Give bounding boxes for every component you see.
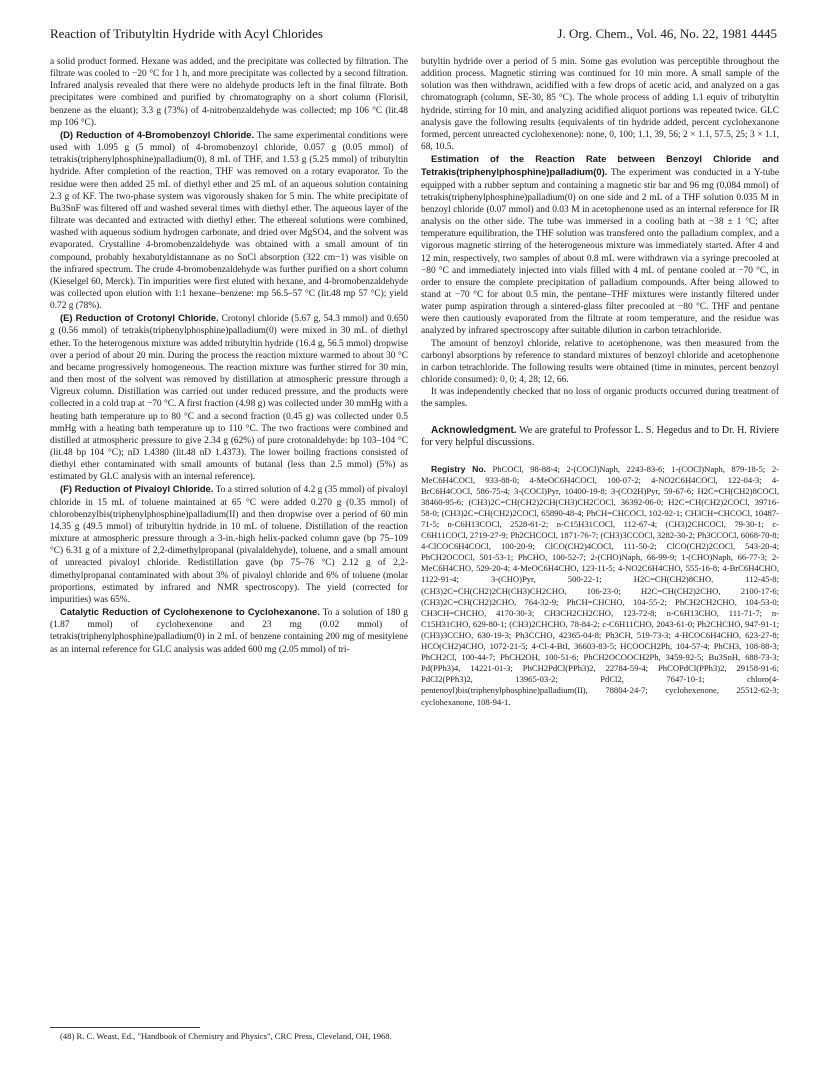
- running-header: [50, 26, 777, 44]
- paragraph-checked: It was independently checked that no loss of organic products occurred during treatment of the samples.: [421, 387, 779, 410]
- section-catalytic-body: To a solution of 180 g (1.87 mmol) of cyclohexenone and 23 mg (0.02 mmol) of tetrakis(triphenylphosphine)palladium(0) in 2 mL of benzene containing 200 mg of mesitylene as an internal reference for GLC analysis was added 600 mg (2.05 mmol) of tri-: [50, 608, 408, 655]
- paragraph-continuation: a solid product formed. Hexane was added, and the precipitate was collected by filtration. The filtrate was cooled to −20 °C for 1 h, and more precipitate was collected by a second filtration. Infrared analysis revealed that there were no aldehyde products left in the final filtrate. Both precipitates were combined and purified by chromatography on a short column (Florisil, benzene as the eluant); 3.3 g (73%) of 4-nitrobenzaldehyde was collected; mp 106 °C (lit.48 mp 106 °C).: [50, 57, 408, 128]
- section-catalytic: [50, 606, 408, 656]
- section-rate-heading: Estimation of the Reaction Rate between Benzoyl Chloride and Tetrakis(triphenylphosphine)palladium(0).: [421, 153, 779, 178]
- running-title: Reaction of Tributyltin Hydride with Acyl Chlorides: [50, 26, 323, 41]
- section-e-body: Crotonyl chloride (5.67 g, 54.3 mmol) and 0.650 g (0.56 mmol) of tetrakis(triphenylphosphine)palladium(0) were mixed in 30 mL of diethyl ether. To the heterogenous mixture was added tributyltin hydride (16.4 g, 56.5 mmol) dropwise over a period of about 20 min. During the process the reaction mixture warmed to about 30 °C and became progressively homogeneous. The reaction mixture was further stirred for 30 min, and then most of the solvent was removed by distillation at atmospheric pressure through a Vigreux column. Distillation was carried out under reduced pressure, and the products were collected in a cold trap at −70 °C. A first fraction (4.98 g) was collected under 30 mmHg with a heating bath temperature up to 80 °C and a second fraction (0.45 g) was collected under 0.5 mmHg with a heating bath temperature up to 110 °C. The two fractions were combined and distilled at atmospheric pressure to give 2.34 g (62%) of pure crotonaldehyde: bp 103–104 °C (lit.48 bp 104 °C); nD 1.4380 (lit.48 nD 1.4373). The lower boiling fractions consisted of diethyl ether contaminated with small amounts of butanal (less than 2.5 mmol) (5%) as estimated by GLC analysis with an internal reference).: [50, 314, 409, 483]
- journal-citation: J. Org. Chem., Vol. 46, No. 22, 1981 4445: [557, 26, 777, 41]
- section-rate: [421, 153, 779, 337]
- section-f-heading: (F) Reduction of Pivaloyl Chloride.: [60, 483, 214, 495]
- footnote-48: (48) R. C. Weast, Ed., "Handbook of Chemistry and Physics", CRC Press, Cleveland, OH, 1968.: [60, 1031, 392, 1041]
- paragraph-amount: The amount of benzoyl chloride, relative to acetophenone, was then measured from the carbonyl absorptions by reference to standard mixtures of benzoyl chloride and acetophenone in carbon tetrachloride. The following results were obtained (time in minutes, percent benzoyl chloride consumed): 0, 0; 4, 28; 12, 66.: [421, 338, 779, 386]
- section-rate-body: The experiment was conducted in a Y-tube equipped with a rubber septum and containing a magnetic stir bar and 96 mg (0.084 mmol) of tetrakis(triphenylphosphine)palladium(0) on one side and 2 mL of a THF solution 0.035 M in benzoyl chloride (0.07 mmol) and 0.03 M in acetophenone used as an internal reference for IR analysis on the other side. The tube was immersed in a cooling bath at −38 ± 1 °C; after temperature equilibration, the THF solution was transfered onto the palladium complex, and a vigorous magnetic stirring of the heterogeneous mixture was immediately started. After 4 and 12 min, respectively, two samples of about 0.8 mL were withdrawn via a syringe precooled at −80 °C and immediately injected into vials filled with 4 mL of pentane cooled at −70 °C, in order to ensure the complete precipitation of palladium compounds. After being allowed to stand at −70 °C for about 0.5 min, the pentane–THF mixtures were instantly filtered under water pump aspiration through a sintered-glass filter precooled at −80 °C. THF and pentane were then cautiously evaporated from the filtrate at room temperature, and the residue was analyzed by infrared spectroscopy after suitable dilution in carbon tetrachloride.: [421, 168, 779, 337]
- section-e: [50, 312, 408, 483]
- section-d-heading: (D) Reduction of 4-Bromobenzoyl Chloride.: [60, 128, 255, 140]
- section-f-body: To a stirred solution of 4.2 g (35 mmol) of pivaloyl chloride in 15 mL of toluene maintained at 65 °C were added 0.270 g (0.35 mmol) of chlorobenzylbis(triphenylphosphine)palladium(II) and then dropwise over a period of 60 min 14.35 g (49.5 mmol) of tributyltin hydride in 10 mL of toluene. Distillation of the reaction mixture at atmospheric pressure through a 3-in.-high helix-packed column gave (bp 75–109 °C) 6.31 g of a mixture of 2,2-dimethylpropanal (pivalaldehyde), toluene, and a small amount of unreacted pivaloyl chloride. Redistillation gave (bp 75–76 °C) 2.12 g of 2,2-dimethylpropanal contaminated with about 3% of pivaloyl chloride and 6% of toluene (molar proportions, estimated by infrared and NMR spectroscopy). The yield (corrected for impurities) was 65%.: [50, 485, 408, 605]
- acknowledgment: [421, 425, 779, 450]
- section-f: [50, 483, 408, 606]
- paragraph-continuation-right: butyltin hydride over a period of 5 min. Some gas evolution was perceptible throughout the addition process. Magnetic stirring was continued for 10 min more. A small sample of the solution was then withdrawn, acidified with a few drops of acetic acid, and analyzed on a gas chromatograph (column, SE-30, 85 °C). The whole process of adding 1.1 equiv of tributyltin hydride, stirring for 10 min, and analyzing acidified aliquot portions was repeated twice. GLC analysis gave the following results (equivalents of tin hydride added, percent cyclohexanone formed, percent unreacted cyclohexenone): none, 0, 100; 1.1, 39, 56; 2 × 1.1, 57.5, 25; 3 × 1.1, 68, 10.5.: [421, 57, 779, 153]
- section-d: [50, 129, 408, 312]
- registry-numbers: [421, 464, 779, 708]
- right-column: [421, 56, 779, 708]
- section-catalytic-heading: Catalytic Reduction of Cyclohexenone to Cyclohexanone.: [60, 606, 320, 618]
- section-d-body: The same experimental conditions were used with 1.095 g (5 mmol) of 4-bromobenzoyl chloride, 0.057 g (0.05 mmol) of tetrakis(triphenylphosphine)palladium(0), 8 mL of THF, and 1.53 g (5.25 mmol) of tributyltin hydride. After completion of the reaction, THF was removed on a rotary evaporator. To the residue were then added 25 mL of diethyl ether and 25 mL of an aqueous solution containing 2.3 g of KF. The two-phase system was vigorously shaken for 5 min. The white precipitate of Bu3SnF was filtered off and washed several times with diethyl ether. The aqueous layer of the filtrate was decanted and extracted with diethyl ether. The ethereal solutions were combined, washed with aqueous sodium hydrogen carbonate, and dried over MgSO4, and the solvent was evaporated. Crystalline 4-bromobenzaldehyde was obtained with a small amount of tin compound, probably hexabutyldistannane as no SnCl absorption (322 cm−1) was visible on the infrared spectrum. The crude 4-bromobenzaldehyde was further purified on a short column (Kieselgel 60, Merck). Tin impurities were first eluted with hexane, and 4-bromobenzaldehyde was collected upon elution with 1:1 hexane–benzene: mp 56.5–57 °C (lit.48 mp 57 °C); yield 0.72 g (78%).: [50, 130, 408, 312]
- left-column: [50, 56, 408, 656]
- footnote-divider: [50, 1027, 200, 1028]
- registry-heading: Registry No.: [431, 463, 486, 474]
- acknowledgment-heading: Acknowledgment.: [431, 424, 517, 436]
- footnote: [50, 1031, 408, 1042]
- registry-body: PhCOCl, 98-88-4; 2-(COCl)Naph, 2243-83-6; 1-(COCl)Naph, 879-18-5; 2-MeC6H4COCl, 933-88-0; 4-MeOC6H4COCl, 100-07-2; 4-NO2C6H4COCl, 122-04-3; 4-BrC6H4COCl, 586-75-4; 3-(COCl)Pyr, 10400-19-8; 3-(CO2H)Pyr, 59-67-6; H2C=CH(CH2)8COCl, 38460-95-6; (CH3)2C=CH(CH2)2CH(CH3)CH2COCl, 36392-06-0; H2C=CH(CH2)2COCl, 39716-58-0; (CH3)2C=CH(CH2)2COCl, 65890-48-4; PhCH=CHCOCl, 102-92-1; CH3CH=CHCOCl, 10487-71-5; n-C6H13COCl, 2528-61-2; n-C15H31COCl, 112-67-4; (CH3)2CHCOCl, 79-30-1; c-C6H11COCl, 2719-27-9; Ph2CHCOCl, 1871-76-7; (CH3)3CCOCl, 3282-30-2; Ph3CCOCl, 6068-70-8; 4-ClCOC6H4COCl, 100-20-9; ClCO(CH2)4COCl, 111-50-2; ClCO(CH2)2COCl, 543-20-4; PhCH2OCOCl, 501-53-1; PhCHO, 100-52-7; 2-(CHO)Naph, 66-99-9; 1-(CHO)Naph, 66-77-3; 2-MeC6H4CHO, 529-20-4; 4-MeOC6H4CHO, 123-11-5; 4-NO2C6H4CHO, 555-16-8; 4-BrC6H4CHO, 1122-91-4; 3-(CHO)Pyr, 500-22-1; H2C=CH(CH2)8CHO, 112-45-8; (CH3)2C=CH(CH2)2CH(CH3)CH2CHO, 106-23-0; H2C=CH(CH2)2CHO, 2100-17-6; (CH3)2C=CH(CH2)2CHO, 764-32-9; PhCH=CHCHO, 104-55-2; PhCH2CH2CHO, 104-53-0; CH3CH=CHCHO, 4170-30-3; CH3CH2CH2CHO, 123-72-8; n-C6H13CHO, 111-71-7; n-C15H31CHO, 629-80-1; (CH3)2CHCHO, 78-84-2; c-C6H11CHO, 2043-61-0; Ph2CHCHO, 947-91-1; (CH3)3CCHO, 630-19-3; Ph3CCHO, 42365-04-8; Ph3CH, 519-73-3; 4-HCOC6H4CHO, 623-27-8; HCO(CH2)4CHO, 1072-21-5; 4-Cl-4-BtI, 36603-83-5; HCOOCH2Ph, 104-57-4; PhCH3, 108-88-3; PhCH2Cl, 100-44-7; PhCH2OH, 100-51-6; PhCH2OCOOCH2Ph, 3459-92-5; Bu3SnH, 688-73-3; Pd(PPh3)4, 14221-01-3; PhCH2PdCl(PPh3)2, 22784-59-4; PhCOPdCl(PPh3)2, 29158-91-6; PdCl2(PPh3)2, 13965-03-2; PdCl2, 7647-10-1; chloro(4-pentenoyl)bis(triphenylphosphine)palladium(II), 78804-24-7; cyclohexenone, 25512-62-3; cyclohexanone, 108-94-1.: [421, 463, 779, 707]
- section-e-heading: (E) Reduction of Crotonyl Chloride.: [60, 312, 219, 324]
- acknowledgment-body: We are grateful to Professor L. S. Hegedus and to Dr. H. Riviere for very helpful discussions.: [421, 424, 779, 449]
